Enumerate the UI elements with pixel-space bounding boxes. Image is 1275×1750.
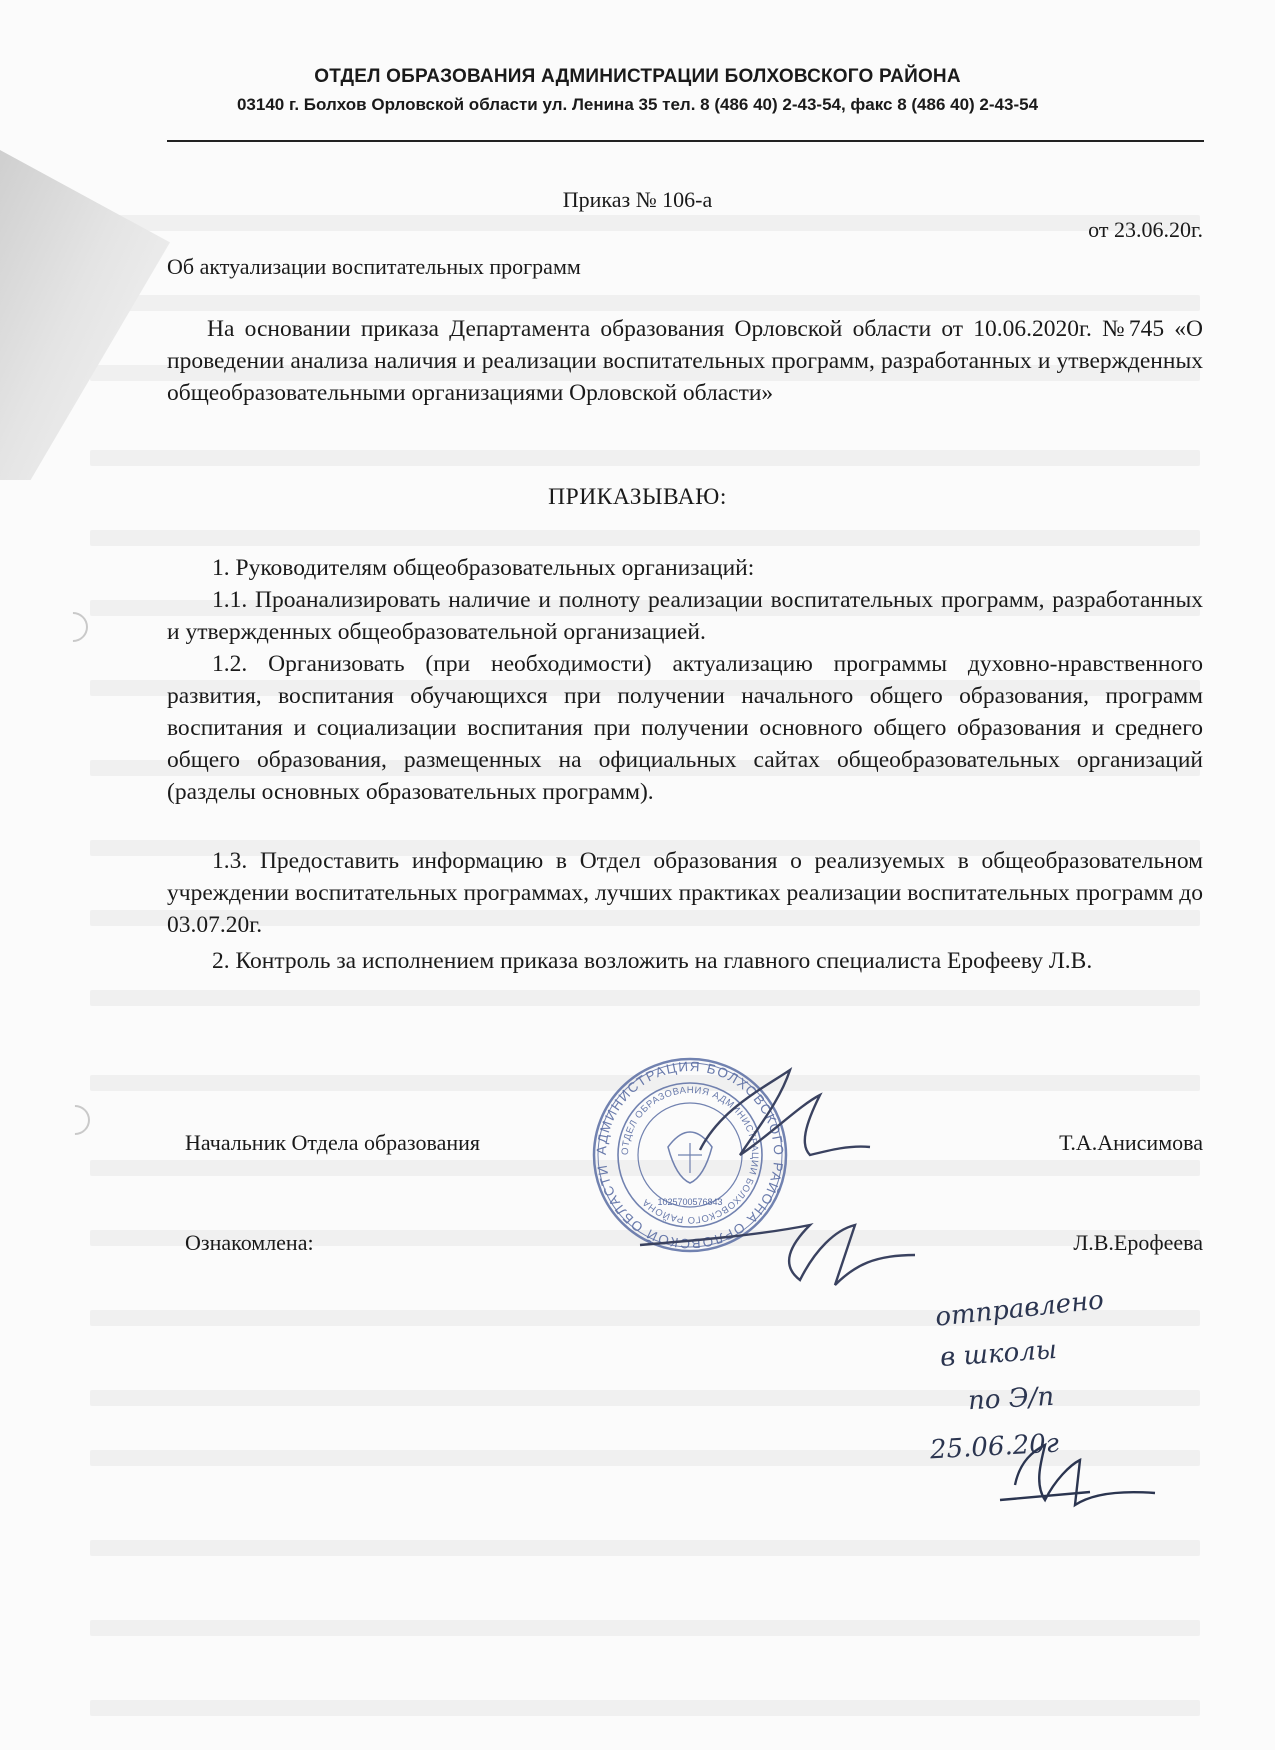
handwritten-note-line: отправлено xyxy=(933,1285,1106,1333)
header-divider xyxy=(167,140,1204,142)
stamp-outer-text: АДМИНИСТРАЦИЯ БОЛХОВСКОГО РАЙОНА ОРЛОВСКОЙ ОБЛАСТИ xyxy=(593,1058,787,1252)
order-number: Приказ № 106-а xyxy=(562,187,713,212)
item-1-1: 1.1. Проанализировать наличие и полноту реализации воспитательных программ, разработанных и утвержденных общеобразовательной организацией. xyxy=(167,587,1203,645)
item-1: 1. Руководителям общеобразовательных организаций: xyxy=(212,555,755,581)
acknowledgment-label: Ознакомлена: xyxy=(185,1230,314,1255)
head-name: Т.А.Анисимова xyxy=(1059,1130,1203,1155)
item-1-2: 1.2. Организовать (при необходимости) актуализацию программы духовно-нравственного развития, воспитания обучающихся при получении начального общего образования, программ воспитания и социализации воспитания при получении основного общего образования и среднего общего образования, размещенных на официальных сайтах общеобразовательных организаций (разделы основных образовательных программ). xyxy=(167,651,1203,805)
item-2: 2. Контроль за исполнением приказа возложить на главного специалиста Ерофееву Л.В. xyxy=(212,948,1093,974)
stamp-inner-text: ОТДЕЛ ОБРАЗОВАНИЯ АДМИНИСТРАЦИИ БОЛХОВСКОГО РАЙОНА xyxy=(619,1084,761,1226)
punch-hole-mark xyxy=(54,1099,96,1141)
organization-address: 03140 г. Болхов Орловской области ул. Ленина 35 тел. 8 (486 40) 2-43-54, факс 8 (486 40) 2-43-54 xyxy=(236,95,1039,114)
order-heading: ПРИКАЗЫВАЮ: xyxy=(548,484,727,510)
organization-title: ОТДЕЛ ОБРАЗОВАНИЯ АДМИНИСТРАЦИИ БОЛХОВСКОГО РАЙОНА xyxy=(314,66,961,87)
official-stamp xyxy=(590,1055,790,1255)
handwritten-note-line: в школы xyxy=(939,1334,1058,1374)
basis-paragraph: На основании приказа Департамента образования Орловской области от 10.06.2020г. №745 «О проведении анализа наличия и реализации воспитательных программ, разработанных и утвержденных общеобразовательными организациями Орловской области» xyxy=(167,316,1203,406)
item-1-3: 1.3. Предоставить информацию в Отдел образования о реализуемых в общеобразовательном учреждении воспитательных программах, лучших практиках реализации воспитательных программ до 03.07.20г. xyxy=(167,848,1203,938)
stamp-number: 1025700576843 xyxy=(657,1197,723,1207)
order-subject: Об актуализации воспитательных программ xyxy=(167,254,581,279)
punch-hole-mark xyxy=(52,606,94,648)
order-date: от 23.06.20г. xyxy=(1088,217,1203,242)
handwritten-note-date: 25.06.20г xyxy=(929,1428,1060,1466)
head-title: Начальник Отдела образования xyxy=(185,1130,481,1155)
handwritten-note-line: по Э/п xyxy=(967,1381,1055,1417)
acknowledgment-name: Л.В.Ерофеева xyxy=(1073,1230,1203,1255)
